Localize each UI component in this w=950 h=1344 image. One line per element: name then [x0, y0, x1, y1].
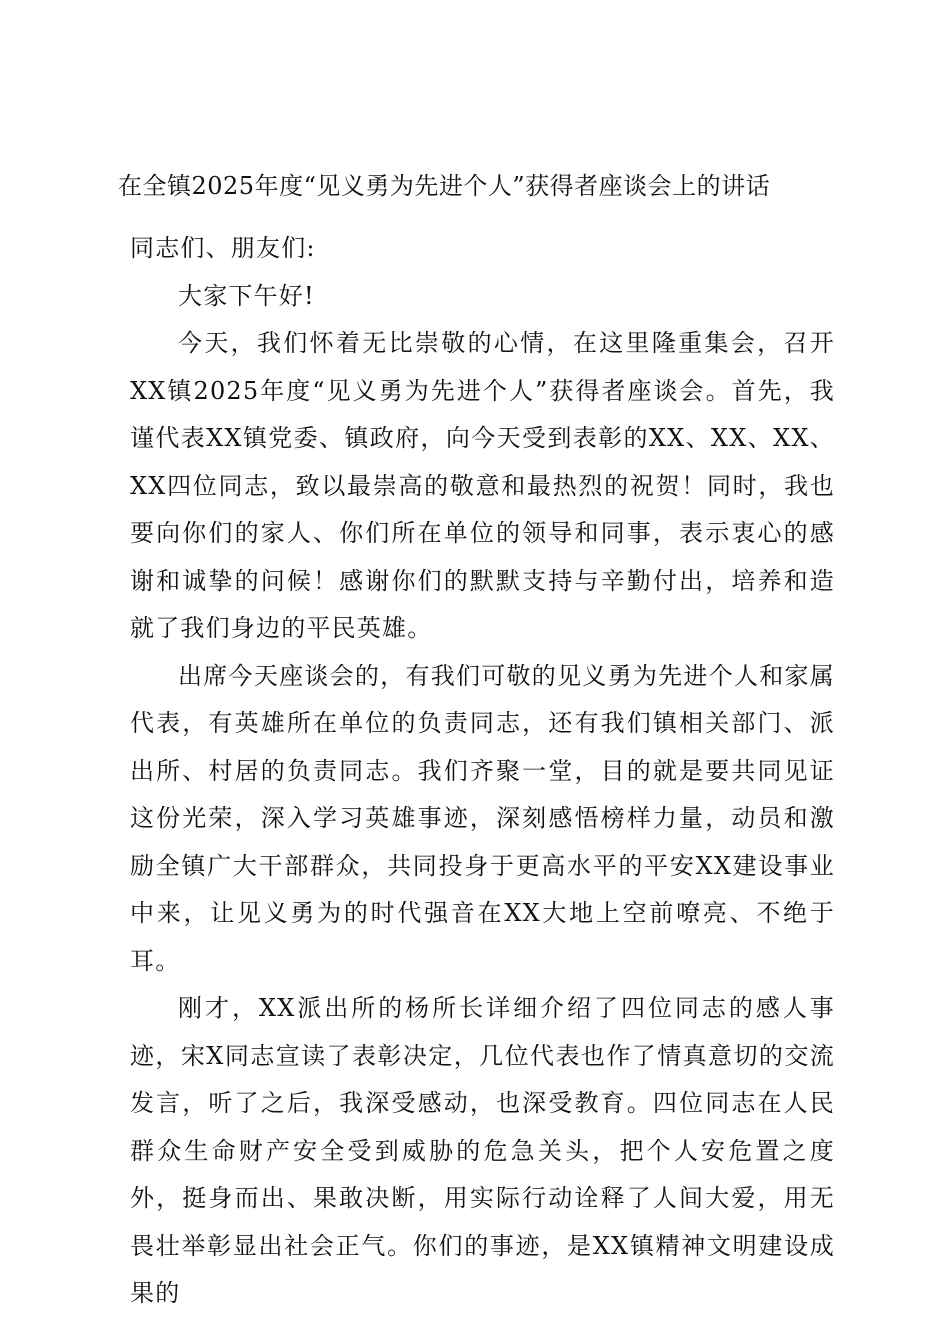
greeting-paragraph: 大家下午好! — [178, 281, 315, 310]
body-paragraph-2: 出席今天座谈会的，有我们可敬的见义勇为先进个人和家属代表，有英雄所在单位的负责同志，还有我们镇相关部门、派出所、村居的负责同志。我们齐聚一堂，目的就是要共同见证这份光荣，深入学习英雄事迹，深刻感悟榜样力量，动员和激励全镇广大干部群众，共同投身于更高水平的平安XX建设事业中来，让见义勇为的时代强音在XX大地上空前嘹亮、不绝于耳。 — [130, 661, 835, 975]
speech-title: 在全镇2025年度“见义勇为先进个人”获得者座谈会上的讲话 — [118, 172, 771, 200]
body-paragraph-1: 今天，我们怀着无比崇敬的心情，在这里隆重集会，召开XX镇2025年度“见义勇为先进个人”获得者座谈会。首先，我谨代表XX镇党委、镇政府，向今天受到表彰的XX、XX、XX、XX四位同志，致以最崇高的敬意和最热烈的祝贺！同时，我也要向你们的家人、你们所在单位的领导和同事，表示衷心的感谢和诚挚的问候！感谢你们的默默支持与辛勤付出，培养和造就了我们身边的平民英雄。 — [130, 329, 835, 642]
salutation: 同志们、朋友们: — [130, 234, 316, 262]
body-paragraph-3: 刚才，XX派出所的杨所长详细介绍了四位同志的感人事迹，宋X同志宣读了表彰决定，几位代表也作了情真意切的交流发言，听了之后，我深受感动，也深受教育。四位同志在人民群众生命财产安全受到威胁的危急关头，把个人安危置之度外，挺身而出、果敢决断，用实际行动诠释了人间大爱，用无畏壮举彰显出社会正气。你们的事迹，是XX镇精神文明建设成果的 — [130, 994, 835, 1307]
speech-body — [130, 225, 835, 1318]
